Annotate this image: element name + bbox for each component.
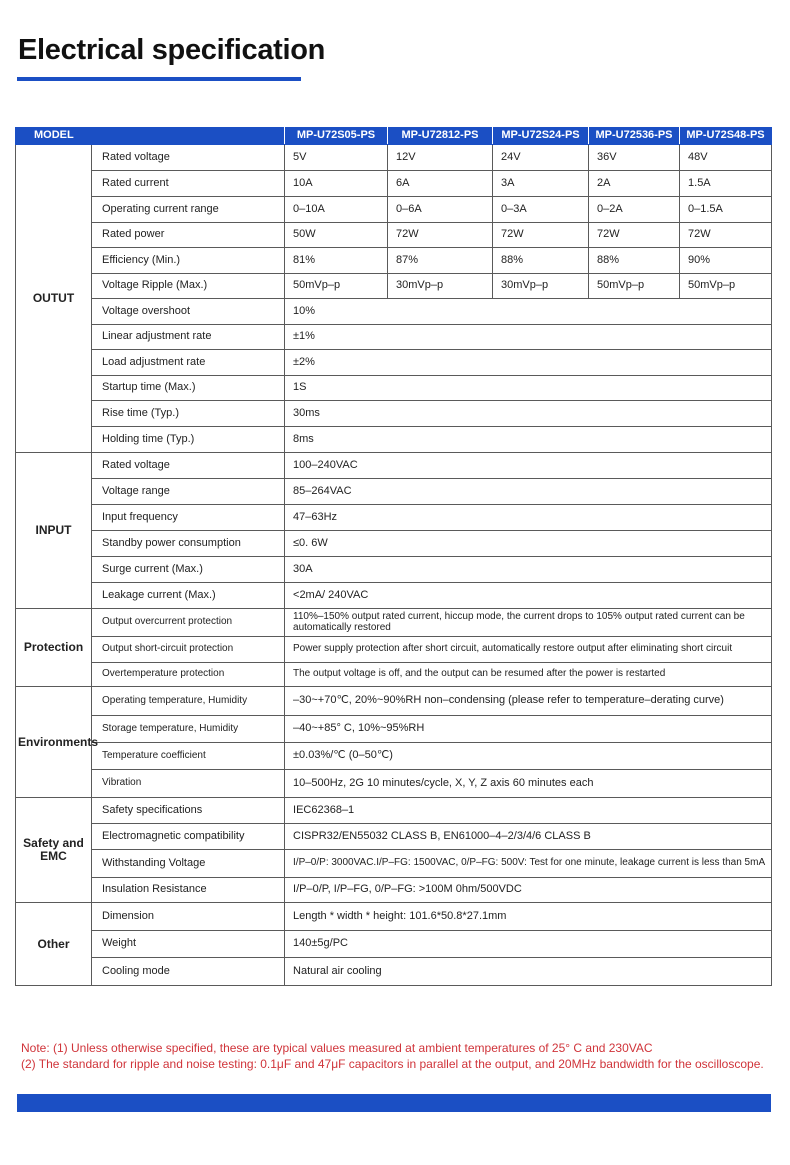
param-cell: Input frequency	[92, 505, 285, 531]
param-cell: Weight	[92, 931, 285, 958]
table-row	[16, 878, 772, 903]
param-cell: Rise time (Typ.)	[92, 401, 285, 427]
value-cell: 24V	[493, 145, 589, 171]
value-cell: 90%	[680, 248, 772, 274]
table-row	[16, 609, 772, 637]
value-cell: 1S	[285, 376, 772, 401]
table-row	[16, 716, 772, 743]
param-cell: Startup time (Max.)	[92, 376, 285, 401]
value-cell: ±0.03%/℃ (0–50℃)	[285, 743, 772, 770]
spec-table	[15, 127, 772, 986]
value-cell: 88%	[589, 248, 680, 274]
value-cell: Power supply protection after short circuit, automatically restore output after eliminating short circuit	[285, 637, 772, 663]
value-cell: 100–240VAC	[285, 453, 772, 479]
table-row	[16, 583, 772, 609]
param-cell: Withstanding Voltage	[92, 850, 285, 878]
value-cell: 10A	[285, 171, 388, 197]
param-cell: Output short-circuit protection	[92, 637, 285, 663]
value-cell: 47–63Hz	[285, 505, 772, 531]
param-cell: Holding time (Typ.)	[92, 427, 285, 453]
value-cell: Natural air cooling	[285, 958, 772, 986]
category-safety: Safety and EMC	[16, 798, 92, 903]
value-cell: 10%	[285, 299, 772, 325]
value-cell: 0–3A	[493, 197, 589, 223]
value-cell: 0–6A	[388, 197, 493, 223]
table-row	[16, 274, 772, 299]
notes	[21, 1040, 764, 1072]
value-cell: ±1%	[285, 325, 772, 350]
model-name: MP-U72S24-PS	[493, 128, 589, 145]
value-cell: The output voltage is off, and the output can be resumed after the power is restarted	[285, 663, 772, 687]
value-cell: 5V	[285, 145, 388, 171]
table-row	[16, 171, 772, 197]
param-cell: Operating current range	[92, 197, 285, 223]
note-line: Note: (1) Unless otherwise specified, these are typical values measured at ambient temperatures of 25° C and 230VAC	[21, 1041, 653, 1055]
note-line: (2) The standard for ripple and noise testing: 0.1μF and 47μF capacitors in parallel at the output, and 20MHz bandwidth for the oscilloscope.	[21, 1057, 764, 1071]
table-row	[16, 427, 772, 453]
value-cell: I/P–0/P, I/P–FG, 0/P–FG: >100M 0hm/500VDC	[285, 878, 772, 903]
value-cell: 85–264VAC	[285, 479, 772, 505]
value-cell: 36V	[589, 145, 680, 171]
category-environments: Environments	[16, 687, 92, 798]
param-cell: Electromagnetic compatibility	[92, 824, 285, 850]
value-cell: ≤0. 6W	[285, 531, 772, 557]
category-other: Other	[16, 903, 92, 986]
value-cell: 81%	[285, 248, 388, 274]
model-name: MP-U72536-PS	[589, 128, 680, 145]
value-cell: 72W	[493, 223, 589, 248]
param-cell: Surge current (Max.)	[92, 557, 285, 583]
table-row	[16, 824, 772, 850]
param-cell: Leakage current (Max.)	[92, 583, 285, 609]
param-cell: Safety specifications	[92, 798, 285, 824]
footer-bar	[17, 1094, 771, 1112]
value-cell: 87%	[388, 248, 493, 274]
value-cell: 3A	[493, 171, 589, 197]
table-row	[16, 325, 772, 350]
value-cell: 72W	[680, 223, 772, 248]
table-row	[16, 401, 772, 427]
table-row	[16, 557, 772, 583]
table-row	[16, 197, 772, 223]
value-cell: 30mVp–p	[388, 274, 493, 299]
param-cell: Rated voltage	[92, 145, 285, 171]
table-row	[16, 299, 772, 325]
category-protection: Protection	[16, 609, 92, 687]
model-name: MP-U72S48-PS	[680, 128, 772, 145]
category-output: OUTUT	[16, 145, 92, 453]
param-cell: Rated current	[92, 171, 285, 197]
value-cell: 30A	[285, 557, 772, 583]
value-cell: ±2%	[285, 350, 772, 376]
value-cell: 8ms	[285, 427, 772, 453]
value-cell: IEC62368–1	[285, 798, 772, 824]
value-cell: 12V	[388, 145, 493, 171]
value-cell: 88%	[493, 248, 589, 274]
value-cell: 30ms	[285, 401, 772, 427]
param-cell: Rated voltage	[92, 453, 285, 479]
model-name: MP-U72S05-PS	[285, 128, 388, 145]
value-cell: 72W	[388, 223, 493, 248]
value-cell: 0–1.5A	[680, 197, 772, 223]
title-underline	[17, 77, 301, 81]
param-cell: Vibration	[92, 770, 285, 798]
param-cell: Temperature coefficient	[92, 743, 285, 770]
table-row	[16, 798, 772, 824]
param-cell: Load adjustment rate	[92, 350, 285, 376]
param-cell: Output overcurrent protection	[92, 609, 285, 637]
value-cell: 110%–150% output rated current, hiccup mode, the current drops to 105% output rated current can be automatically restored	[285, 609, 772, 637]
param-cell: Voltage range	[92, 479, 285, 505]
param-cell: Insulation Resistance	[92, 878, 285, 903]
value-cell: 50mVp–p	[680, 274, 772, 299]
param-cell: Rated power	[92, 223, 285, 248]
value-cell: 48V	[680, 145, 772, 171]
param-cell: Storage temperature, Humidity	[92, 716, 285, 743]
param-cell: Operating temperature, Humidity	[92, 687, 285, 716]
table-row	[16, 505, 772, 531]
param-cell: Linear adjustment rate	[92, 325, 285, 350]
param-cell: Efficiency (Min.)	[92, 248, 285, 274]
value-cell: 30mVp–p	[493, 274, 589, 299]
value-cell: I/P–0/P: 3000VAC.I/P–FG: 1500VAC, 0/P–FG: 500V: Test for one minute, leakage current is less than 5mA	[285, 850, 772, 878]
value-cell: 50mVp–p	[589, 274, 680, 299]
table-row	[16, 453, 772, 479]
value-cell: –40~+85° C, 10%~95%RH	[285, 716, 772, 743]
table-row	[16, 743, 772, 770]
table-row	[16, 770, 772, 798]
model-name: MP-U72812-PS	[388, 128, 493, 145]
value-cell: 50mVp–p	[285, 274, 388, 299]
value-cell: 2A	[589, 171, 680, 197]
table-row	[16, 531, 772, 557]
category-input: INPUT	[16, 453, 92, 609]
value-cell: 0–10A	[285, 197, 388, 223]
param-cell: Voltage overshoot	[92, 299, 285, 325]
table-row	[16, 637, 772, 663]
value-cell: 140±5g/PC	[285, 931, 772, 958]
value-cell: 10–500Hz, 2G 10 minutes/cycle, X, Y, Z axis 60 minutes each	[285, 770, 772, 798]
table-row	[16, 350, 772, 376]
table-row	[16, 903, 772, 931]
table-row	[16, 931, 772, 958]
param-cell: Standby power consumption	[92, 531, 285, 557]
param-cell: Voltage Ripple (Max.)	[92, 274, 285, 299]
table-row	[16, 687, 772, 716]
param-cell: Cooling mode	[92, 958, 285, 986]
value-cell: 6A	[388, 171, 493, 197]
table-row	[16, 145, 772, 171]
table-row	[16, 223, 772, 248]
model-header: MODEL	[16, 128, 285, 145]
table-row	[16, 958, 772, 986]
page-title: Electrical specification	[18, 34, 326, 66]
table-row	[16, 850, 772, 878]
value-cell: 0–2A	[589, 197, 680, 223]
table-row	[16, 376, 772, 401]
header-row	[16, 128, 772, 145]
value-cell: –30~+70℃, 20%~90%RH non–condensing (please refer to temperature–derating curve)	[285, 687, 772, 716]
value-cell: 50W	[285, 223, 388, 248]
value-cell: 1.5A	[680, 171, 772, 197]
value-cell: 72W	[589, 223, 680, 248]
table-row	[16, 248, 772, 274]
param-cell: Dimension	[92, 903, 285, 931]
value-cell: <2mA/ 240VAC	[285, 583, 772, 609]
value-cell: Length * width * height: 101.6*50.8*27.1mm	[285, 903, 772, 931]
param-cell: Overtemperature protection	[92, 663, 285, 687]
table-row	[16, 479, 772, 505]
table-row	[16, 663, 772, 687]
value-cell: CISPR32/EN55032 CLASS B, EN61000–4–2/3/4/6 CLASS B	[285, 824, 772, 850]
